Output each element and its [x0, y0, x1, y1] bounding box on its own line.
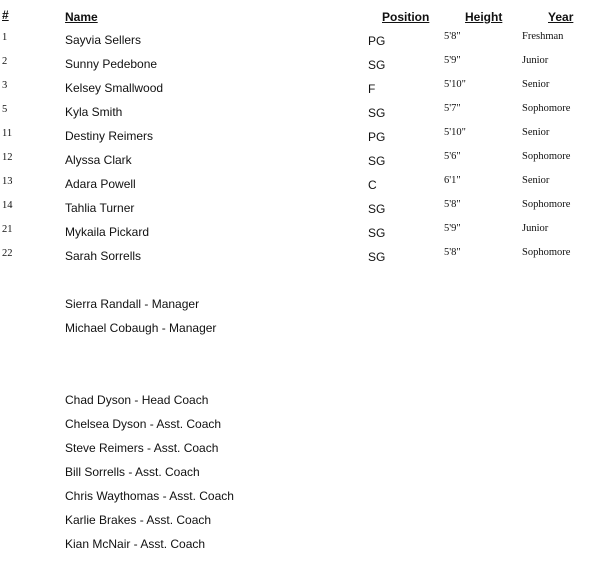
player-position: SG: [368, 226, 386, 240]
player-name: Kyla Smith: [65, 105, 123, 119]
player-position: C: [368, 178, 377, 192]
player-name: Tahlia Turner: [65, 201, 135, 215]
player-height: 5'7": [444, 103, 461, 114]
player-year: Junior: [522, 223, 549, 234]
player-name: Sarah Sorrells: [65, 249, 142, 263]
player-year: Sophomore: [522, 151, 571, 162]
manager-entry: Michael Cobaugh - Manager: [65, 321, 217, 335]
player-number: 14: [2, 200, 13, 211]
player-name: Kelsey Smallwood: [65, 81, 164, 95]
coach-entry: Bill Sorrells - Asst. Coach: [65, 465, 200, 479]
player-height: 5'8": [444, 31, 461, 42]
player-year: Sophomore: [522, 247, 571, 258]
manager-entry: Sierra Randall - Manager: [65, 297, 200, 311]
player-height: 5'9": [444, 55, 461, 66]
player-name: Sunny Pedebone: [65, 57, 158, 71]
player-name: Alyssa Clark: [65, 153, 132, 167]
player-position: PG: [368, 130, 386, 144]
player-name: Adara Powell: [65, 177, 136, 191]
player-year: Senior: [522, 127, 550, 138]
player-number: 11: [2, 128, 13, 139]
coach-entry: Karlie Brakes - Asst. Coach: [65, 513, 212, 527]
player-number: 2: [2, 56, 8, 67]
coach-entry: Chelsea Dyson - Asst. Coach: [65, 417, 222, 431]
player-name: Mykaila Pickard: [65, 225, 150, 239]
coach-entry: Chris Waythomas - Asst. Coach: [65, 489, 234, 503]
player-position: SG: [368, 154, 386, 168]
player-year: Sophomore: [522, 103, 571, 114]
player-number: 13: [2, 176, 13, 187]
player-position: F: [368, 82, 376, 96]
header-year: Year: [548, 10, 574, 24]
player-name: Destiny Reimers: [65, 129, 154, 143]
player-height: 5'9": [444, 223, 461, 234]
player-year: Freshman: [522, 31, 564, 42]
header-height: Height: [465, 10, 503, 24]
player-height: 5'6": [444, 151, 461, 162]
player-year: Senior: [522, 175, 550, 186]
player-number: 5: [2, 104, 8, 115]
player-number: 12: [2, 152, 13, 163]
header-position: Position: [382, 10, 430, 24]
player-number: 3: [2, 80, 8, 91]
player-height: 5'10": [444, 127, 466, 138]
player-position: SG: [368, 106, 386, 120]
player-position: SG: [368, 250, 386, 264]
player-height: 5'8": [444, 199, 461, 210]
player-height: 5'10": [444, 79, 466, 90]
player-height: 5'8": [444, 247, 461, 258]
player-number: 1: [2, 32, 8, 43]
player-year: Sophomore: [522, 199, 571, 210]
player-number: 22: [2, 248, 13, 259]
coach-entry: Steve Reimers - Asst. Coach: [65, 441, 219, 455]
player-position: SG: [368, 58, 386, 72]
coach-entry: Chad Dyson - Head Coach: [65, 393, 209, 407]
header-name: Name: [65, 10, 98, 24]
player-year: Junior: [522, 55, 549, 66]
header-number: #: [2, 8, 9, 22]
coach-entry: Kian McNair - Asst. Coach: [65, 537, 206, 551]
player-year: Senior: [522, 79, 550, 90]
player-position: PG: [368, 34, 386, 48]
player-height: 6'1": [444, 175, 461, 186]
player-position: SG: [368, 202, 386, 216]
player-name: Sayvia Sellers: [65, 33, 142, 47]
player-number: 21: [2, 224, 13, 235]
